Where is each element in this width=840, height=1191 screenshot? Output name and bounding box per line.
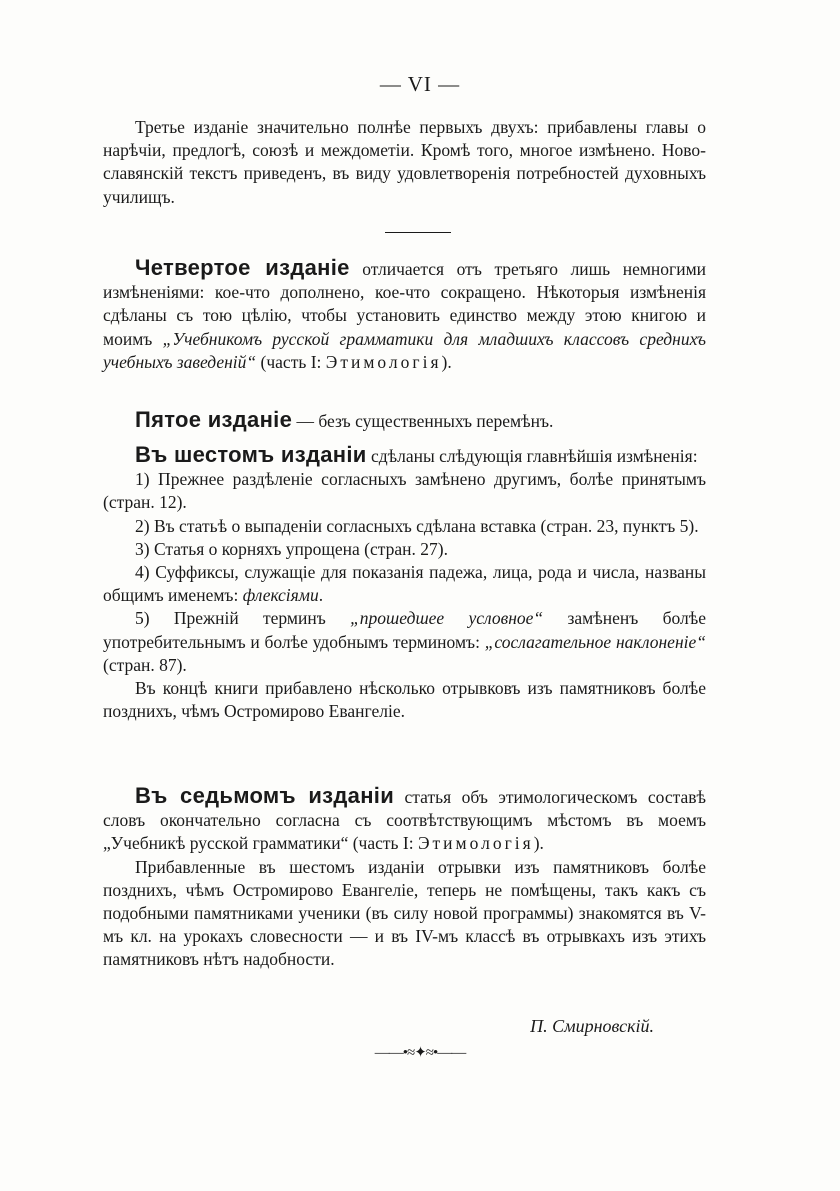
etymology-term-2: Этимологія	[417, 833, 534, 854]
change-item-4	[103, 561, 706, 607]
fourth-edition-text-2: (часть I:	[256, 351, 326, 372]
seventh-edition-section	[103, 784, 706, 972]
ornament-divider: ——•≈✦≈•——	[374, 1045, 466, 1061]
change-item-1: 1) Прежнее раздѣленіе согласныхъ замѣнено другимъ, болѣе принятымъ (стран. 12).	[103, 469, 706, 513]
page-number: — VI —	[379, 72, 461, 96]
third-edition-section	[103, 116, 706, 209]
third-edition-paragraph: Третье изданіе значительно полнѣе первыхъ двухъ: прибавлены главы о нарѣчіи, предлогѣ, союзѣ и междометіи. Кромѣ того, многое измѣнено. Ново-славянскій текстъ приведенъ, въ виду удовлетворенія потребностей духовныхъ училищъ.	[103, 117, 706, 207]
sixth-edition-section	[103, 443, 706, 723]
sixth-edition-intro	[103, 443, 706, 468]
sixth-edition-text: сдѣланы слѣдующія главнѣйшія измѣненія:	[366, 446, 698, 466]
textbook-title: „Учебникомъ русской грамматики для младшихъ классовъ среднихъ учебныхъ заведеній“	[103, 328, 706, 372]
fourth-edition-heading: Четвертое изданіе	[135, 255, 350, 280]
fourth-edition-section	[103, 256, 706, 374]
change-item-4-end: .	[318, 585, 324, 606]
fifth-edition-text: — безъ существенныхъ перемѣнъ.	[292, 411, 554, 431]
fourth-edition-text-3: ).	[441, 351, 452, 372]
change-item-4-text: 4) Суффиксы, служащіе для показанія падежа, лица, рода и числа, названы общимъ именемъ:	[103, 562, 706, 606]
seventh-edition-text-2: ).	[533, 833, 544, 854]
old-term: „прошедшее условное“	[350, 608, 544, 629]
new-term: „сослагательное наклоненіе“	[484, 631, 706, 652]
change-item-5-text: 5) Прежній терминъ	[135, 608, 351, 629]
fifth-edition-paragraph	[103, 408, 706, 433]
sixth-edition-heading: Въ шестомъ изданіи	[135, 442, 367, 467]
inflection-term: флексіями	[242, 585, 319, 606]
fourth-edition-paragraph	[103, 256, 706, 374]
fifth-edition-heading: Пятое изданіе	[135, 407, 293, 432]
seventh-edition-paragraph	[103, 784, 706, 856]
section-divider	[385, 232, 451, 233]
change-item-3: 3) Статья о корняхъ упрощена (стран. 27).	[135, 538, 448, 559]
sixth-edition-closing: Въ концѣ книги прибавлено нѣсколько отрывковъ изъ памятниковъ болѣе позднихъ, чѣмъ Остромирово Евангеліе.	[103, 678, 706, 722]
etymology-term: Этимологія	[325, 351, 442, 372]
seventh-edition-heading: Въ седьмомъ изданіи	[135, 783, 395, 808]
fifth-edition-section	[103, 408, 706, 433]
seventh-edition-paragraph-2: Прибавленные въ шестомъ изданіи отрывки изъ памятниковъ болѣе позднихъ, чѣмъ Остромирово Евангеліе, теперь не помѣщены, такъ какъ съ подобными памятниками ученики (въ силу новой программы) знакомятся въ V-мъ кл. на урокахъ словесности — и въ IV-мъ классѣ въ отрывкахъ изъ этихъ памятниковъ нѣтъ надобности.	[103, 856, 706, 970]
change-item-5-text-2: замѣненъ болѣе употребительнымъ и болѣе удобнымъ терминомъ:	[103, 608, 707, 652]
change-item-5	[103, 607, 706, 677]
seventh-edition-text: статья объ этимологическомъ составѣ словъ окончательно согласна съ соотвѣтствующимъ мѣстомъ въ моемъ „Учебникѣ русской грамматики“ (часть I:	[103, 787, 707, 854]
change-item-5-end: (стран. 87).	[103, 654, 187, 675]
fourth-edition-text: отличается отъ третьяго лишь немногими измѣненіями: кое-что дополнено, кое-что сокращено. Нѣкоторыя измѣненія сдѣланы съ тою цѣлію, чтобы установить единство между этою книгою и моимъ	[103, 259, 707, 349]
change-item-2: 2) Въ статьѣ о выпаденіи согласныхъ сдѣлана вставка (стран. 23, пунктъ 5).	[135, 515, 699, 536]
author-signature: П. Смирновскій.	[530, 1016, 654, 1036]
